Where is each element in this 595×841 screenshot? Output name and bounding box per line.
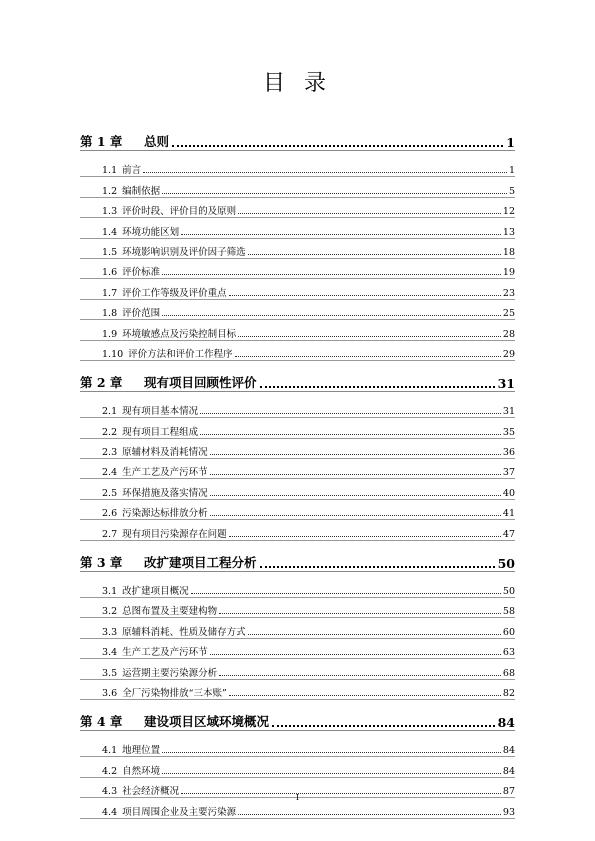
dot-leader [229,295,501,296]
section-number: 1.2 [102,185,118,197]
dot-leader [210,474,501,475]
section-page-number: 29 [502,348,515,360]
toc-section-entry[interactable] [80,157,515,177]
section-number: 1.5 [102,246,118,258]
toc-section-entry[interactable] [80,198,515,218]
section-page-number: 47 [502,528,515,540]
toc-section-entry[interactable] [80,500,515,520]
section-page-number: 35 [502,426,515,438]
dot-leader [260,386,495,388]
dot-leader [219,613,501,614]
dot-leader [210,654,501,655]
section-page-number: 41 [502,508,515,520]
chapter-title: 现有项目回顾性评价 [144,374,257,390]
section-title: 生产工艺及产污环节 [122,647,208,659]
section-number: 3.4 [102,647,118,659]
section-title: 现有项目污染源存在问题 [122,528,227,540]
toc-section-entry[interactable] [80,598,515,618]
section-title: 污染源达标排放分析 [122,508,208,520]
toc-chapter-entry[interactable] [80,361,515,392]
section-number: 1.3 [102,206,118,218]
section-title: 社会经济概况 [122,786,180,798]
section-title: 评价标准 [122,267,161,279]
section-page-number: 63 [502,647,515,659]
section-page-number: 68 [502,667,515,679]
section-page-number: 84 [502,745,515,757]
section-number: 3.1 [102,586,118,598]
toc-chapter-entry[interactable] [80,120,515,151]
dot-leader [210,515,501,516]
section-page-number: 84 [502,765,515,777]
toc-section-entry[interactable] [80,320,515,340]
dot-leader [235,356,501,357]
toc-section-entry[interactable] [80,639,515,659]
section-title: 环保措施及落实情况 [122,487,208,499]
dot-leader [172,145,503,147]
toc-chapter-entry[interactable] [80,541,515,572]
section-title: 总图布置及主要建构物 [122,606,218,618]
section-number: 1.10 [102,348,124,360]
section-page-number: 12 [502,206,515,218]
toc-section-entry[interactable] [80,459,515,479]
section-page-number: 18 [502,246,515,258]
section-number: 4.2 [102,765,118,777]
section-page-number: 19 [502,267,515,279]
chapter-page-number: 31 [497,375,515,391]
toc-section-entry[interactable] [80,479,515,499]
section-title: 原辅料消耗、性质及储存方式 [122,626,246,638]
dot-leader [260,566,495,568]
dot-leader [162,315,501,316]
dot-leader [238,814,501,815]
section-title: 改扩建项目概况 [122,586,189,598]
section-number: 1.6 [102,267,118,279]
toc-section-entry[interactable] [80,300,515,320]
section-title: 前言 [122,165,142,177]
toc-section-entry[interactable] [80,578,515,598]
dot-leader [200,434,501,435]
dot-leader [248,634,501,635]
section-number: 4.3 [102,786,118,798]
section-title: 现有项目基本情况 [122,406,199,418]
dot-leader [210,495,501,496]
toc-section-entry[interactable] [80,279,515,299]
chapter-title: 改扩建项目工程分析 [144,554,257,570]
toc-section-entry[interactable] [80,341,515,361]
section-page-number: 1 [508,165,515,177]
section-number: 4.1 [102,745,118,757]
section-title: 评价范围 [122,308,161,320]
section-page-number: 50 [502,586,515,598]
section-page-number: 87 [502,786,515,798]
dot-leader [162,193,507,194]
section-number: 2.1 [102,406,118,418]
section-page-number: 31 [502,406,515,418]
toc-chapter-entry[interactable] [80,700,515,731]
section-page-number: 82 [502,687,515,699]
section-title: 自然环境 [122,765,161,777]
section-page-number: 23 [502,287,515,299]
section-title: 生产工艺及产污环节 [122,467,208,479]
toc-section-entry[interactable] [80,177,515,197]
section-page-number: 13 [502,226,515,238]
toc-section-entry[interactable] [80,218,515,238]
section-page-number: 28 [502,328,515,340]
section-number: 1.7 [102,287,118,299]
section-page-number: 58 [502,606,515,618]
chapter-page-number: 1 [506,135,515,150]
toc-section-entry[interactable] [80,259,515,279]
section-title: 现有项目工程组成 [122,426,199,438]
toc-section-entry[interactable] [80,239,515,259]
section-page-number: 40 [502,487,515,499]
section-title: 编制依据 [122,185,161,197]
dot-leader [272,725,495,727]
toc-section-entry[interactable] [80,418,515,438]
section-number: 4.4 [102,806,118,818]
section-title: 环境影响识别及评价因子筛选 [122,246,246,258]
dot-leader [238,336,501,337]
section-number: 1.1 [102,165,118,177]
section-number: 3.6 [102,687,118,699]
section-title: 环境功能区划 [122,226,180,238]
section-title: 项目周围企业及主要污染源 [122,806,237,818]
section-number: 1.9 [102,328,118,340]
section-number: 2.3 [102,447,118,459]
dot-leader [143,172,507,173]
dot-leader [200,413,501,414]
section-number: 2.7 [102,528,118,540]
dot-leader [210,454,501,455]
section-number: 3.3 [102,626,118,638]
section-number: 1.8 [102,308,118,320]
section-number: 2.6 [102,508,118,520]
chapter-number: 第 1 章 [80,134,123,149]
chapter-title: 总则 [144,134,170,149]
section-number: 3.5 [102,667,118,679]
toc-section-entry[interactable] [80,737,515,757]
toc-section-entry[interactable] [80,398,515,418]
dot-leader [229,695,501,696]
section-number: 3.2 [102,606,118,618]
toc-section-entry[interactable] [80,659,515,679]
dot-leader [248,254,501,255]
toc-section-entry[interactable] [80,618,515,638]
section-page-number: 5 [508,185,515,197]
chapter-number: 第 2 章 [80,374,123,390]
chapter-number: 第 4 章 [80,713,123,729]
section-title: 运营期主要污染源分析 [122,667,218,679]
toc-section-entry[interactable] [80,757,515,777]
dot-leader [162,274,501,275]
section-page-number: 93 [502,806,515,818]
table-of-contents [80,120,515,819]
section-title: 全厂污染物排放“三本账” [122,687,227,699]
section-title: 地理位置 [122,745,161,757]
chapter-page-number: 50 [497,555,515,571]
section-title: 原辅材料及消耗情况 [122,447,208,459]
section-page-number: 60 [502,626,515,638]
section-title: 评价工作等级及评价重点 [122,287,227,299]
section-page-number: 36 [502,447,515,459]
section-number: 2.2 [102,426,118,438]
section-title: 环境敏感点及污染控制目标 [122,328,237,340]
toc-section-entry[interactable] [80,439,515,459]
chapter-page-number: 84 [497,714,515,730]
dot-leader [219,675,501,676]
chapter-title: 建设项目区域环境概况 [144,713,270,729]
section-number: 1.4 [102,226,118,238]
chapter-number: 第 3 章 [80,554,123,570]
section-number: 2.5 [102,487,118,499]
dot-leader [191,593,501,594]
dot-leader [229,536,501,537]
section-page-number: 25 [502,308,515,320]
dot-leader [162,752,501,753]
section-title: 评价方法和评价工作程序 [128,348,233,360]
toc-section-entry[interactable] [80,680,515,700]
page-title: 目 录 [263,71,332,96]
dot-leader [162,773,501,774]
dot-leader [238,213,501,214]
dot-leader [181,234,501,235]
section-page-number: 37 [502,467,515,479]
section-title: 评价时段、评价目的及原则 [122,206,237,218]
toc-section-entry[interactable] [80,520,515,540]
page-number: I [295,793,300,802]
section-number: 2.4 [102,467,118,479]
